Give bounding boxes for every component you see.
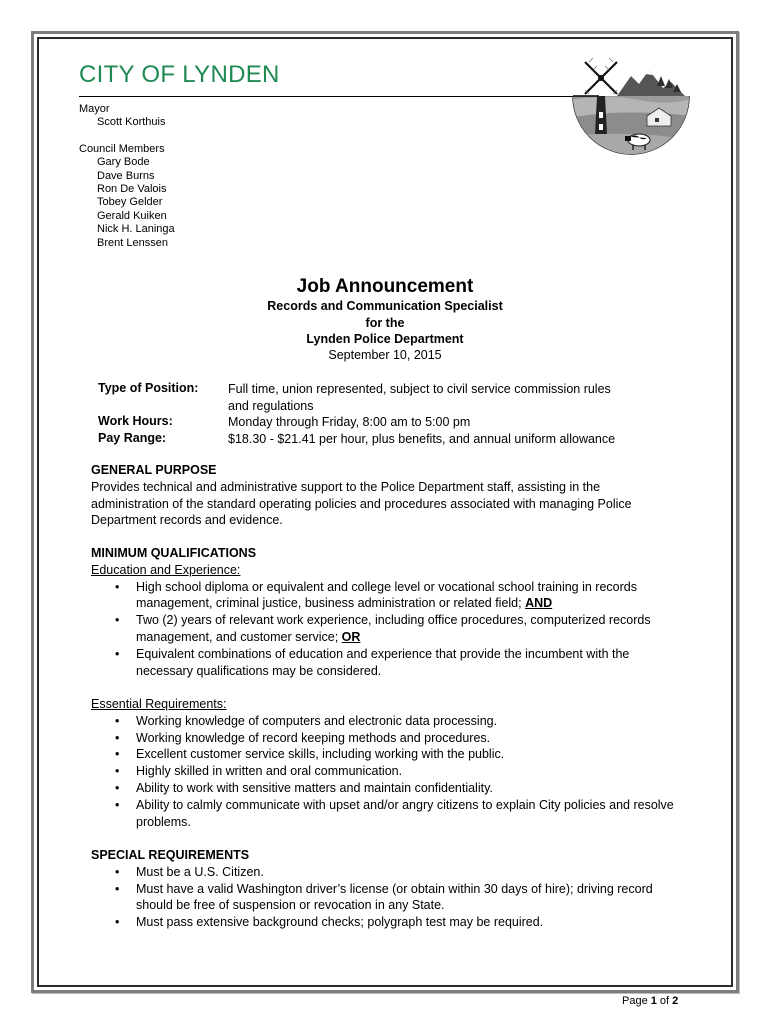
- list-item: • Must pass extensive background checks; polygraph test may be required.: [91, 914, 681, 931]
- department-name: Lynden Police Department: [306, 332, 464, 346]
- list-item-text: High school diploma or equivalent and college level or vocational school training in records management, criminal justice, business administration or related field;: [136, 579, 637, 611]
- work-hours-label: Work Hours:: [98, 414, 173, 428]
- header-rule: [79, 96, 579, 97]
- list-item: • Excellent customer service skills, including working with the public.: [91, 746, 681, 763]
- list-item: [91, 612, 681, 646]
- education-list: [91, 579, 681, 680]
- list-item: • Must have a valid Washington driver’s license (or obtain within 30 days of hire); driving record should be free of suspension or revocation in any State.: [91, 881, 681, 915]
- essential-requirements-section: [91, 696, 681, 830]
- list-item-text: Two (2) years of relevant work experience, including office procedures, computerized records management, and customer service;: [136, 613, 651, 644]
- special-requirements-section: [91, 847, 681, 931]
- essential-list: [91, 713, 681, 831]
- announcement-title: Job Announcement: [296, 276, 474, 297]
- list-item: • Ability to calmly communicate with upset and/or angry citizens to explain City policies and resolve problems.: [91, 797, 681, 831]
- work-hours-value: Monday through Friday, 8:00 am to 5:00 pm: [228, 415, 471, 429]
- city-title: CITY OF LYNDEN: [79, 61, 280, 88]
- type-of-position-label: Type of Position:: [98, 381, 199, 395]
- mayor-label: Mayor: [79, 103, 110, 115]
- list-item: [91, 579, 681, 613]
- pay-range-label: Pay Range:: [98, 431, 167, 445]
- list-item: • Working knowledge of computers and electronic data processing.: [91, 713, 681, 730]
- list-item: • Highly skilled in written and oral communication.: [91, 763, 681, 780]
- list-item: • Working knowledge of record keeping methods and procedures.: [91, 730, 681, 747]
- type-value-line: Full time, union represented, subject to civil service commission rules: [228, 382, 611, 396]
- or-emphasis: OR: [341, 629, 361, 644]
- for-the-line: for the: [365, 316, 405, 330]
- council-member: Dave Burns: [97, 169, 155, 182]
- city-logo: [559, 48, 697, 168]
- page-number: [622, 995, 678, 1007]
- type-value-line: and regulations: [228, 398, 314, 413]
- page-label: Page: [622, 995, 651, 1007]
- special-list: [91, 864, 681, 931]
- list-item: • Equivalent combinations of education and experience that provide the incumbent with the necessary qualifications may be considered.: [91, 646, 681, 680]
- general-purpose-section: [91, 462, 681, 529]
- current-page: 1: [650, 995, 657, 1007]
- council-member: Ron De Valois: [97, 183, 167, 196]
- and-emphasis: AND: [525, 596, 553, 611]
- general-purpose-title: GENERAL PURPOSE: [91, 463, 217, 477]
- type-of-position-value: [228, 381, 668, 414]
- list-item: • Ability to work with sensitive matters and maintain confidentiality.: [91, 780, 681, 797]
- list-item: • Must be a U.S. Citizen.: [91, 864, 681, 881]
- council-member: Gary Bode: [97, 156, 150, 169]
- council-member: Gerald Kuiken: [97, 209, 167, 222]
- total-pages: 2: [672, 995, 679, 1007]
- announcement-date: September 10, 2015: [328, 348, 442, 362]
- essential-requirements-title: Essential Requirements:: [91, 697, 227, 711]
- general-purpose-text: Provides technical and administrative support to the Police Department staff, assisting in the administration of the standard operating policies and procedures associated with managing Police Department records and evidence.: [91, 479, 632, 528]
- minimum-qualifications-title: MINIMUM QUALIFICATIONS: [91, 546, 257, 560]
- council-member: Nick H. Laninga: [97, 223, 175, 236]
- pay-range-value: $18.30 - $21.41 per hour, plus benefits, and annual uniform allowance: [228, 432, 616, 446]
- position-title: Records and Communication Specialist: [267, 299, 503, 313]
- of-label: of: [656, 995, 673, 1007]
- mayor-name: Scott Korthuis: [97, 116, 166, 129]
- council-member: Brent Lenssen: [97, 236, 168, 249]
- education-experience-title: Education and Experience:: [91, 562, 241, 577]
- council-member: Tobey Gelder: [97, 196, 163, 209]
- city-officials: [79, 103, 175, 250]
- council-label: Council Members: [79, 142, 165, 155]
- minimum-qualifications-section: [91, 545, 681, 679]
- special-requirements-title: SPECIAL REQUIREMENTS: [91, 848, 250, 862]
